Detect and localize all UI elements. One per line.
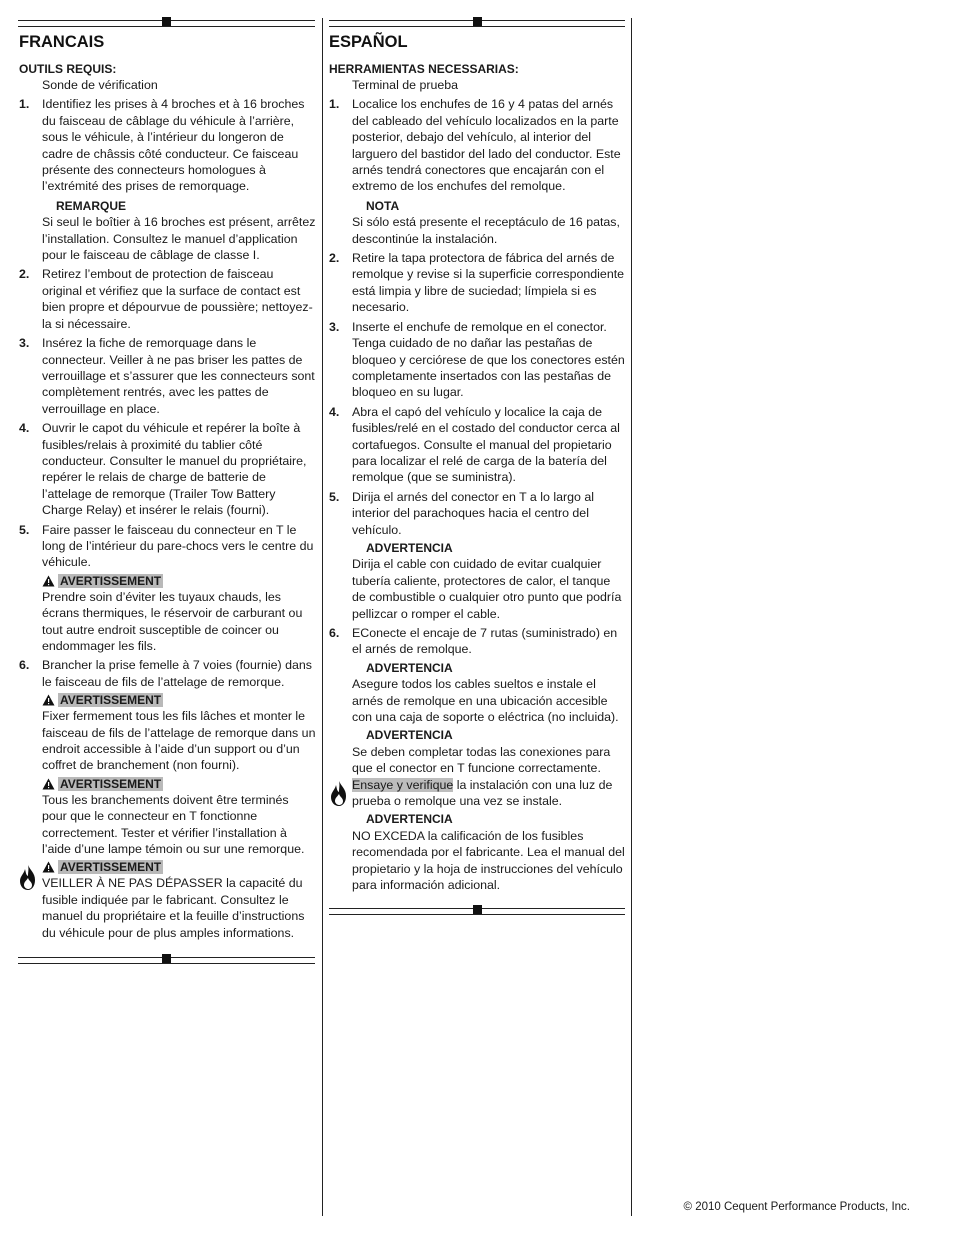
spanish-step-3: 3. Inserte el enchufe de remolque en el conector. Tenga cuidado de no dañar las pestañas de bloqueo y cerciórese de que los conectores estén completamente insertados con las pestañas de bloqueo en su lugar. [329,319,625,400]
spanish-tools-item: Terminal de prueba [352,78,459,92]
spanish-step-1: 1. Localice los enchufes de 16 y 4 patas del arnés del cableado del vehículo localizados en la parte posterior, debajo del vehículo, al interior del larguero del bastidor del lado del conductor. Este arnés tendrá conectores que encajarán con el extremo de los enchufes del remolque. [329,97,621,194]
column-divider-left [322,18,323,1216]
french-title: FRANCAIS [19,33,105,51]
bottom-rule-spanish [329,908,625,915]
copyright-footer: © 2010 Cequent Performance Products, Inc. [683,1201,910,1213]
warning-triangle-icon [42,694,55,706]
french-warning-heading: AVERTISSEMENT [42,573,316,589]
spanish-note-heading: NOTA [366,198,400,213]
french-step-2: 2. Retirez l’embout de protection de faisceau original et vérifiez que la surface de contact est bien propre et dépourvue de poussière; nettoyez-la si nécessaire. [19,267,313,331]
spanish-test-text: Ensaye y verifique la instalación con una luz de prueba o remolque una vez se instale. [352,777,613,809]
spanish-warning-heading: ADVERTENCIA [366,540,453,555]
spanish-warning-text: Se deben completar todas las conexiones para que el conector en T funcione correctamente. [352,744,611,776]
spanish-warning-heading: ADVERTENCIA [366,728,453,743]
french-step-4: 4. Ouvrir le capot du véhicule et repérer la boîte à fusibles/relais à proximité du tablier côté conducteur. Consulter le manuel du propriétaire, repérer le relais de charge de batterie de l’attelage de remorque (Trailer Tow Battery Charge Relay) et insérer le relais (fourni). [19,421,307,518]
french-warning-text: Prendre soin d’éviter les tuyaux chauds, les écrans thermiques, le réservoir de carburant ou tout autre endroit susceptible de coincer ou endommager les fils. [42,589,303,653]
spanish-title: ESPAÑOL [329,33,408,51]
french-warning-heading: AVERTISSEMENT [42,859,316,875]
french-note-heading: REMARQUE [56,198,127,213]
spanish-step-4: 4. Abra el capó del vehículo y localice la caja de fusibles/relé en el costado del conductor cerca al cortafuegos. Consulte el manual del propietario para localizar el relé de carga de la batería del remolque (que se suministra). [329,404,620,485]
warning-triangle-icon [42,778,55,790]
spanish-warning-text: NO EXCEDA la calificación de los fusibles recomendada por el fabricante. Lea el manual del propietario y la hoja de instrucciones del vehículo para información adicional. [352,828,625,893]
french-warning-text: Fixer fermement tous les fils lâches et monter le faisceau de fils de l’attelage de remorque dans un endroit accessible à l’aide d’un support ou d’un coffret de branchement (non fourni). [42,709,316,773]
spanish-warning-text: Asegure todos los cables sueltos e instale el arnés de remolque en una ubicación accesible con una caja de soporte o eléctrica (no incluida). [352,677,619,725]
warning-triangle-icon [42,575,55,587]
warning-triangle-icon [42,861,55,873]
spanish-step-5: 5. Dirija el arnés del conector en T a lo largo al interior del parachoques hacia el centro del vehículo. [329,489,594,537]
spanish-warning-heading: ADVERTENCIA [366,660,453,675]
spanish-warning-text: Dirija el cable con cuidado de evitar cualquier tubería caliente, protectores de calor, el tanque de combustible o cualquier otro punto que podría pellizcar o romper el cable. [352,557,622,621]
french-warning-text: Tous les branchements doivent être terminés pour que le connecteur en T fonctionne correctement. Tester et vérifier l’installation à l’aide d’une lampe témoin ou sur une remorque. [42,792,305,857]
french-warning-text: VEILLER À NE PAS DÉPASSER la capacité du fusible indiquée par le fabricant. Consultez le manuel du propriétaire et la feuille d’instructions du véhicule pour de plus amples informations. [42,876,305,940]
french-tools-item: Sonde de vérification [42,78,158,92]
french-tools-heading: OUTILS REQUIS: [19,62,117,76]
french-step-3: 3. Insérez la fiche de remorquage dans le connecteur. Veiller à ne pas briser les pattes de verrouillage et s’assurer que les connecteurs sont complètement rentrés, avec les pattes de verrouillage en place. [19,336,315,416]
top-rule-french [18,20,315,27]
bottom-rule-french [18,957,315,964]
french-note-text: Si seul le boîtier à 16 broches est présent, arrêtez l’installation. Consultez le manuel d’application pour le faisceau de câblage de classe I. [42,215,316,263]
column-divider-right [631,18,632,1216]
french-step-6: 6. Brancher la prise femelle à 7 voies (fournie) dans le faisceau de fils de l’attelage de remorque. [19,658,312,689]
top-rule-spanish [329,20,625,27]
spanish-step-6: 6. EConecte el encaje de 7 rutas (suministrado) en el arnés de remolque. [329,626,618,657]
french-step-5: 5. Faire passer le faisceau du connecteur en T le long de l’intérieur du pare-chocs vers le centre du véhicule. [19,522,314,570]
french-warning-heading: AVERTISSEMENT [42,692,316,708]
spanish-note-text: Si sólo está presente el receptáculo de 16 patas, descontinúe la instalación. [352,215,620,246]
french-column [19,32,316,941]
spanish-column [329,32,627,894]
spanish-warning-heading: ADVERTENCIA [366,812,453,827]
spanish-step-2: 2. Retire la tapa protectora de fábrica del arnés de remolque y revise si la superficie correspondiente está limpia y libre de suciedad; límpiela si es necesario. [329,251,625,315]
french-warning-heading: AVERTISSEMENT [42,776,316,792]
french-step-1: 1. Identifiez les prises à 4 broches et à 16 broches du faisceau de câblage du véhicule à l’arrière, sous le véhicule, à l’intérieur du longeron de cadre de châssis côté conducteur. Ce faisceau présente des connecteurs homologues à l’extrémité des prises de remorquage. [19,97,305,194]
spanish-tools-heading: HERRAMIENTAS NECESSARIAS: [329,62,519,76]
